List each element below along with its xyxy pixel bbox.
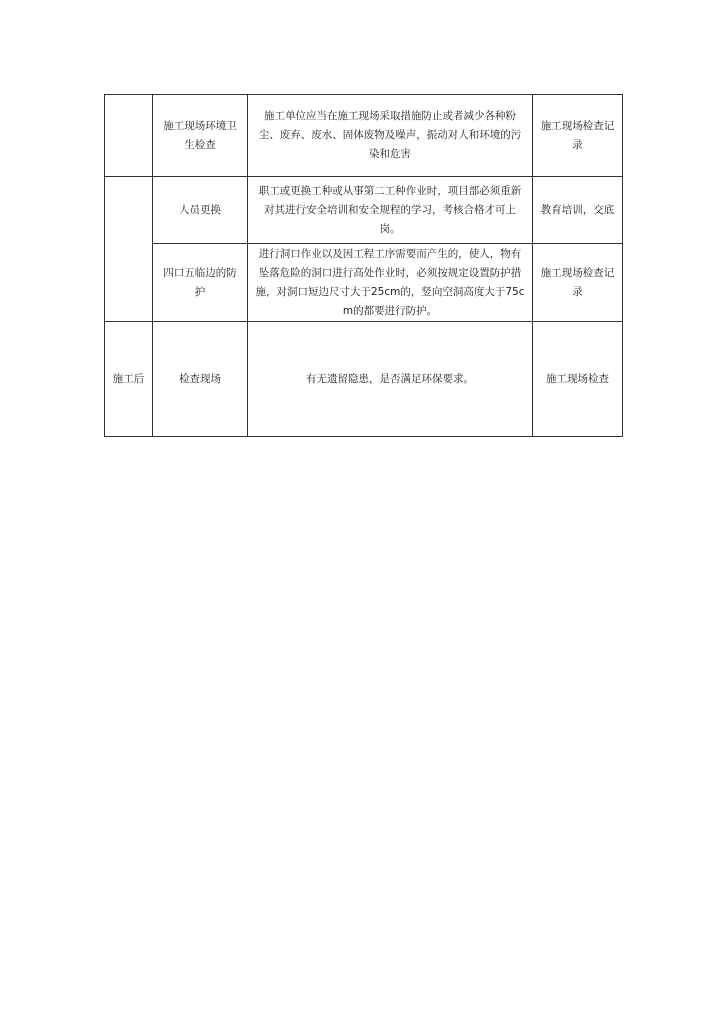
record-cell: 施工现场检查记录 — [533, 95, 623, 177]
record-cell: 施工现场检查 — [533, 322, 623, 437]
table-row — [105, 95, 623, 177]
item-cell: 人员更换 — [153, 177, 248, 244]
table-row — [105, 244, 623, 322]
item-cell: 施工现场环境卫生检查 — [153, 95, 248, 177]
item-cell: 四口五临边的防护 — [153, 244, 248, 322]
record-cell: 施工现场检查记录 — [533, 244, 623, 322]
item-cell: 检查现场 — [153, 322, 248, 437]
phase-cell: 施工后 — [105, 322, 153, 437]
content-cell: 施工单位应当在施工现场采取措施防止或者减少各种粉尘、废弃、废水、固体废物及噪声，振动对人和环境的污染和危害 — [248, 95, 533, 177]
phase-cell — [105, 177, 153, 322]
inspection-table — [104, 94, 623, 437]
content-cell: 进行洞口作业以及因工程工序需要而产生的，使人，物有坠落危险的洞口进行高处作业时，必须按规定设置防护措施，对洞口短边尺寸大于25cm的，竖向空洞高度大于75cm的都要进行防护。 — [248, 244, 533, 322]
table-row — [105, 322, 623, 437]
record-cell: 教育培训，交底 — [533, 177, 623, 244]
content-cell: 职工或更换工种或从事第二工种作业时，项目部必须重新对其进行安全培训和安全规程的学习，考核合格才可上岗。 — [248, 177, 533, 244]
content-cell: 有无遗留隐患，是否满足环保要求。 — [248, 322, 533, 437]
table-row — [105, 177, 623, 244]
phase-cell — [105, 95, 153, 177]
